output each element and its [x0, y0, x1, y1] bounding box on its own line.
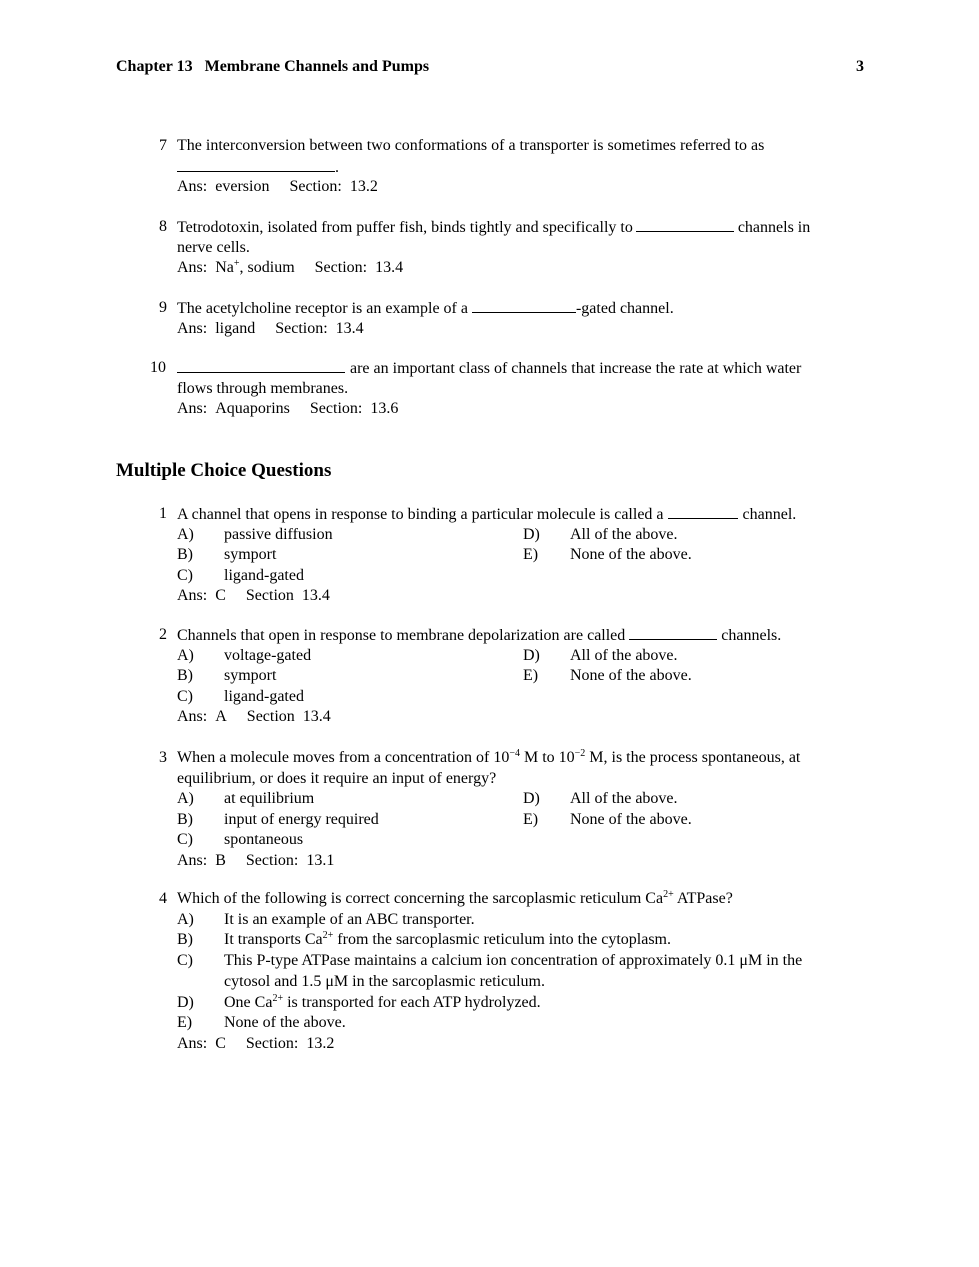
answer-blank — [636, 217, 734, 232]
answer-text: Aquaporins — [215, 400, 290, 417]
question-text: Which of the following is correct concerning the sarcoplasmic reticulum $Ca^{2+}$ ATPase? — [177, 889, 733, 907]
mc-question-3: 3 When a molecule moves from a concentration of $10^{-4}$ M to $10^{-2}$ M, is the process spontaneous, at equilibrium, or does it require an input of energy? A) at equilibrium B) input of energy required C) spontaneous D) All of the above. E) None of the above. Ans: B Section: 13.1 — [0, 748, 979, 872]
answer-blank — [177, 157, 335, 172]
question-number: 4 — [159, 890, 167, 907]
answer-line: Ans: eversion Section: 13.2 — [177, 177, 867, 198]
question-text: Tetrodotoxin, isolated from puffer fish, binds tightly and specifically to channels in — [177, 219, 811, 236]
question-text: The acetylcholine receptor is an example of a -gated channel. — [177, 300, 674, 317]
answer-line: Ans: C Section 13.4 — [177, 586, 330, 607]
question-text: A channel that opens in response to binding a particular molecule is called a channel. — [177, 506, 797, 523]
answer-text: ligand — [215, 319, 256, 337]
question-number: 9 — [159, 299, 167, 316]
question-number: 1 — [159, 505, 167, 522]
section-ref: 13.4 — [375, 259, 404, 276]
section-heading: Multiple Choice Questions — [116, 460, 332, 481]
section-ref: 13.4 — [335, 319, 364, 337]
answer-line: Ans: C Section: 13.2 — [177, 1034, 334, 1055]
section-ref: 13.6 — [370, 400, 399, 417]
answer-blank — [472, 298, 576, 313]
answer-line: Ans: Na+, sodium Section: 13.4 — [177, 258, 867, 279]
question-number: 7 — [159, 137, 167, 154]
answer-text: eversion — [215, 178, 270, 195]
question-number: 8 — [159, 218, 167, 235]
answer-line: Ans: A Section 13.4 — [177, 707, 331, 728]
mc-question-2: 2 Channels that open in response to membrane depolarization are called channels. A) voltage-gated B) symport C) ligand-gated D) All of the above. E) None of the above. Ans: A Section 13.4 — [0, 625, 979, 729]
page-header — [116, 58, 864, 80]
answer-blank — [629, 625, 717, 640]
question-text: are an important class of channels that increase the rate at which water — [177, 358, 867, 379]
section-ref: 13.4 — [301, 587, 330, 604]
question-text: The interconversion between two conformations of a transporter is sometimes referred to as — [177, 137, 765, 154]
section-ref: 13.1 — [306, 851, 335, 869]
page-number: 3 — [856, 58, 864, 75]
answer-line: Ans: B Section: 13.1 — [177, 851, 334, 872]
answer-text: A — [215, 708, 227, 725]
question-text: When a molecule moves from a concentration of $10^{-4}$ M to $10^{-2}$ M, is the process spontaneous, at — [177, 748, 801, 766]
answer-line: Ans: ligand Section: 13.4 — [177, 319, 867, 340]
mc-question-1: 1 A channel that opens in response to binding a particular molecule is called a channel. A) passive diffusion B) symport C) ligand-gated D) All of the above. E) None of the above. Ans: C Section 13.4 — [0, 504, 979, 608]
section-ref: 13.2 — [306, 1034, 335, 1052]
answer-blank — [668, 504, 738, 519]
section-ref: 13.4 — [302, 708, 331, 725]
answer-blank — [177, 358, 345, 373]
answer-line: Ans: Aquaporins Section: 13.6 — [177, 399, 867, 420]
answer-text: C — [215, 587, 226, 604]
chapter-title: Chapter 13 Membrane Channels and Pumps — [116, 58, 430, 75]
question-text: Channels that open in response to membrane depolarization are called channels. — [177, 627, 782, 644]
answer-text: Na+, sodium — [215, 258, 295, 276]
question-number: 3 — [159, 749, 167, 766]
section-ref: 13.2 — [349, 178, 378, 195]
answer-text: C — [215, 1034, 226, 1052]
mc-question-4: 4 Which of the following is correct concerning the sarcoplasmic reticulum $Ca^{2+}$ ATPase? A) It is an example of an ABC transporter. B) It transports $Ca^{2+}$ from the sarcoplasmic reticulum into the cytoplasm. C) This P-type ATPase maintains a calcium ion concentration of approximately 0.1 μM in the cytosol and 1.5 μM in the sarcoplasmic reticulum. D) One $Ca^{2+}$ is transported for each ATP hydrolyzed. E) None of the above. Ans: C Section: 13.2 — [0, 889, 979, 1059]
question-number: 2 — [159, 626, 167, 643]
answer-text: B — [215, 851, 226, 869]
question-number: 10 — [150, 359, 166, 376]
